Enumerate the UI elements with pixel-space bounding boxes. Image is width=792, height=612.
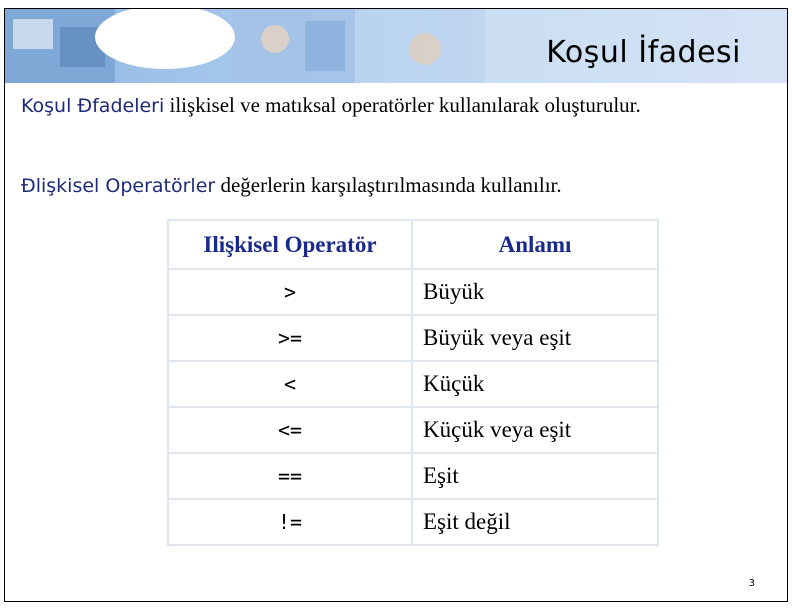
meaning-cell: Eşit xyxy=(412,453,658,499)
page-number: 3 xyxy=(748,578,755,589)
operator-cell: == xyxy=(168,453,412,499)
table-row xyxy=(168,269,658,315)
operator-cell: != xyxy=(168,499,412,545)
slide-title: Koşul İfadesi xyxy=(546,35,741,70)
operator-cell: >= xyxy=(168,315,412,361)
slide-header xyxy=(5,9,787,83)
table-row xyxy=(168,315,658,361)
header-meaning: Anlamı xyxy=(412,220,658,269)
meaning-cell: Eşit değil xyxy=(412,499,658,545)
operator-cell: <= xyxy=(168,407,412,453)
keyword-condition-expressions: Koşul Đfadeleri xyxy=(21,95,165,117)
table-row xyxy=(168,407,658,453)
paragraph-condition-expressions xyxy=(21,91,761,120)
meaning-cell: Büyük veya eşit xyxy=(412,315,658,361)
paragraph-condition-expressions-text: ilişkisel ve matıksal operatörler kullanılarak oluşturulur. xyxy=(164,93,641,117)
header-operator: Ilişkisel Operatör xyxy=(168,220,412,269)
keyword-relational-operators: Đlişkisel Operatörler xyxy=(21,175,216,197)
meaning-cell: Küçük xyxy=(412,361,658,407)
paragraph-relational-operators-text: değerlerin karşılaştırılmasında kullanılır. xyxy=(215,173,562,197)
meaning-cell: Büyük xyxy=(412,269,658,315)
table-row xyxy=(168,499,658,545)
paragraph-relational-operators xyxy=(21,171,761,200)
operator-cell: > xyxy=(168,269,412,315)
table-row xyxy=(168,361,658,407)
table-row xyxy=(168,453,658,499)
relational-operators-table xyxy=(167,219,659,546)
meaning-cell: Küçük veya eşit xyxy=(412,407,658,453)
table-header-row xyxy=(168,220,658,269)
operator-cell: < xyxy=(168,361,412,407)
slide xyxy=(4,8,788,602)
